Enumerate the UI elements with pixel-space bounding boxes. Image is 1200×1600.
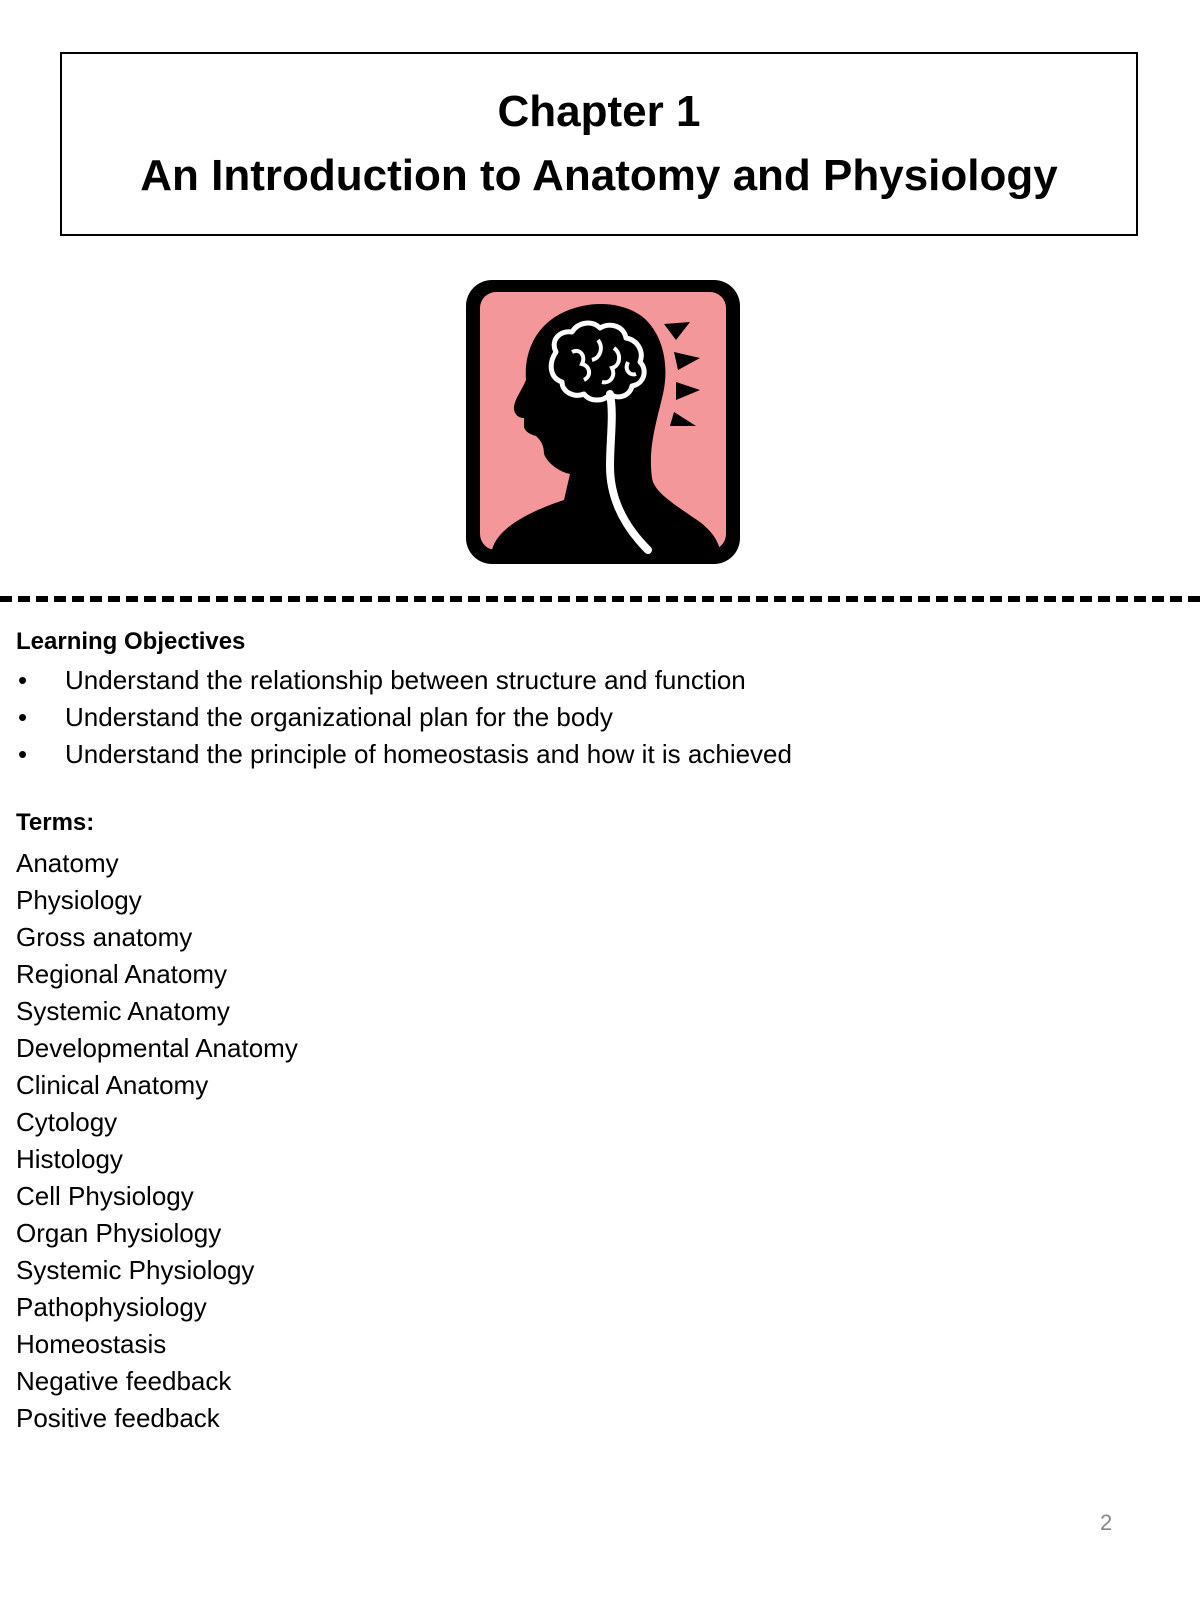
- learning-objectives-heading: Learning Objectives: [16, 628, 246, 655]
- bullet-icon: •: [18, 665, 28, 695]
- content-area: [16, 626, 1116, 1437]
- chapter-number: Chapter 1: [497, 87, 701, 136]
- objective-text: Understand the organizational plan for the body: [65, 702, 613, 732]
- term-item: Positive feedback: [16, 1403, 220, 1433]
- term-item: Developmental Anatomy: [16, 1033, 298, 1063]
- chapter-title: An Introduction to Anatomy and Physiology: [140, 151, 1058, 200]
- terms-list: [16, 845, 1116, 1437]
- bullet-icon: •: [18, 702, 28, 732]
- page-number: 2: [1100, 1510, 1113, 1535]
- term-item: Physiology: [16, 885, 142, 915]
- term-item: Negative feedback: [16, 1366, 232, 1396]
- term-item: Cell Physiology: [16, 1181, 194, 1211]
- term-item: Clinical Anatomy: [16, 1070, 209, 1100]
- objective-text: Understand the principle of homeostasis and how it is achieved: [65, 739, 792, 769]
- chapter-title-box: [60, 52, 1138, 236]
- term-item: Gross anatomy: [16, 922, 193, 952]
- term-item: Histology: [16, 1144, 123, 1174]
- terms-heading: Terms:: [16, 809, 95, 836]
- term-item: Systemic Anatomy: [16, 996, 230, 1026]
- term-item: Regional Anatomy: [16, 959, 228, 989]
- objective-item: [16, 736, 1116, 773]
- bullet-icon: •: [18, 739, 28, 769]
- term-item: Homeostasis: [16, 1329, 167, 1359]
- objective-text: Understand the relationship between structure and function: [65, 665, 746, 695]
- term-item: Anatomy: [16, 848, 119, 878]
- term-item: Organ Physiology: [16, 1218, 222, 1248]
- head-brain-spinal-cord-icon: [464, 278, 742, 566]
- objective-item: [16, 662, 1116, 699]
- dashed-divider: [0, 596, 1200, 602]
- term-item: Systemic Physiology: [16, 1255, 255, 1285]
- term-item: Cytology: [16, 1107, 118, 1137]
- learning-objectives-list: [16, 662, 1116, 773]
- term-item: Pathophysiology: [16, 1292, 207, 1322]
- objective-item: [16, 699, 1116, 736]
